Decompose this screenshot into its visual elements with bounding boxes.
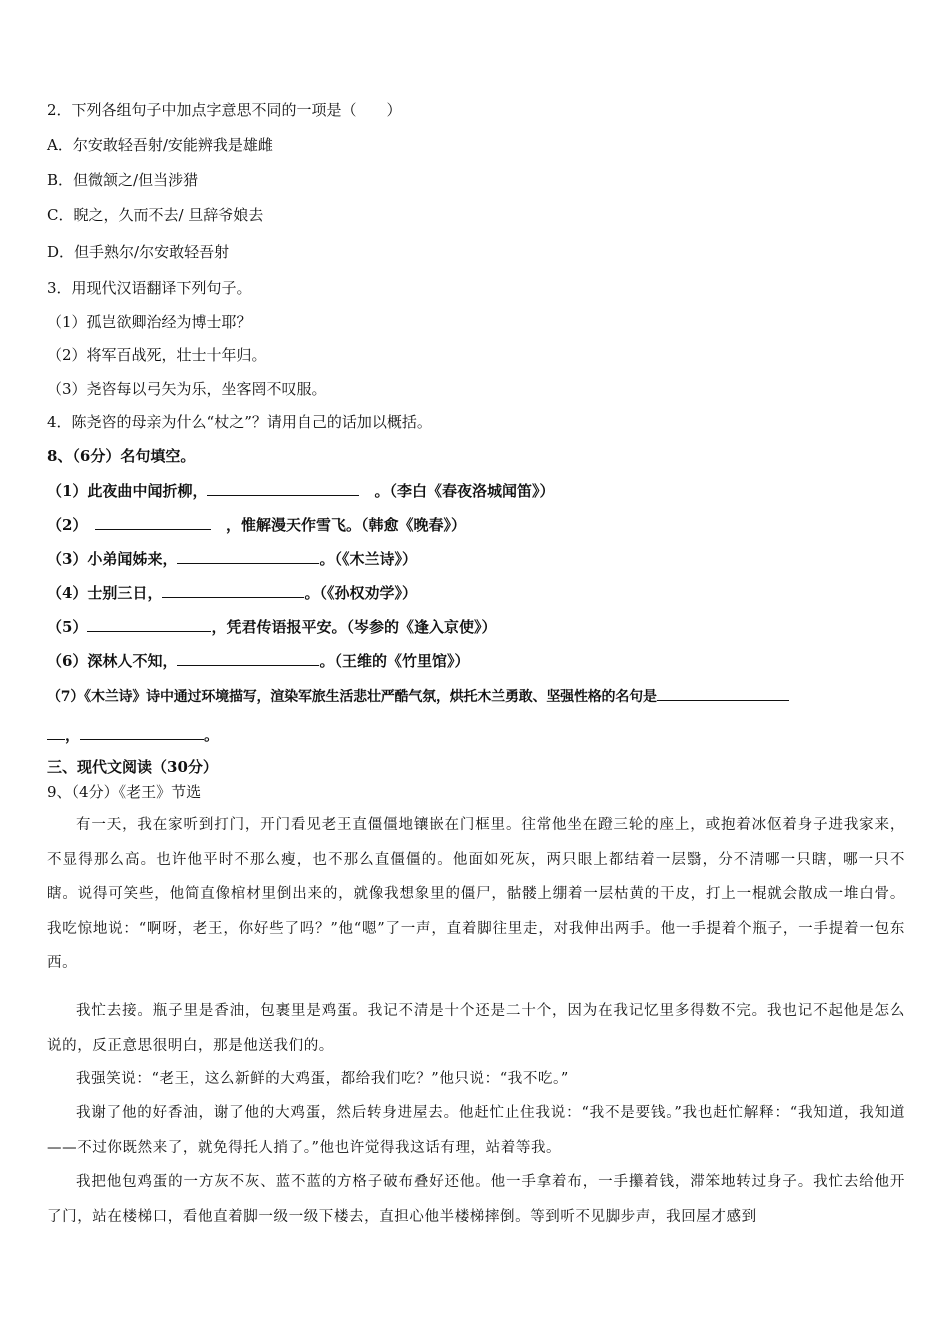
q8-item-1-pre: （1）此夜曲中闻折柳，	[47, 482, 208, 500]
q4-stem: 4．陈尧咨的母亲为什么“杖之”？请用自己的话加以概括。	[47, 413, 432, 431]
q8-item-2	[47, 514, 466, 535]
passage-paragraph-3: 我强笑说：“老王，这么新鲜的大鸡蛋，都给我们吃？”他只说：“我不吃。”	[76, 1071, 569, 1087]
section-3-title: 三、现代文阅读（30分）	[47, 758, 218, 776]
q8-item-4-blank[interactable]	[162, 582, 304, 598]
q8-item-7-line-1	[47, 685, 789, 707]
q3-item-1: （1）孤岂欲卿治经为博士耶？	[47, 313, 252, 331]
q8-item-2-blank[interactable]	[95, 514, 211, 530]
q8-item-7-blank-2[interactable]	[80, 724, 204, 740]
q8-item-3-post: 。（《木兰诗》）	[319, 550, 417, 568]
passage-paragraph-4: 我谢了他的好香油，谢了他的大鸡蛋，然后转身进屋去。他赶忙止住我说：“我不是要钱。”我也赶忙解释：“我知道，我知道——不过你既然来了，就免得托人捎了。”他也许觉得我这话有理，站着等我。	[47, 1105, 905, 1156]
q8-item-6-pre: （6）深林人不知，	[47, 652, 178, 670]
q8-title: 8、（6分）名句填空。	[47, 447, 196, 465]
q2-option-d: D．但手熟尔/尔安敢轻吾射	[47, 243, 230, 261]
q8-item-3-blank[interactable]	[177, 548, 319, 564]
q8-item-3	[47, 548, 417, 569]
q9-title: 9、（4分）《老王》节选	[47, 783, 202, 801]
q3-stem: 3．用现代汉语翻译下列句子。	[47, 279, 252, 297]
q8-item-6	[47, 650, 469, 671]
q8-item-7-mid: ，	[65, 726, 81, 744]
q8-item-5-pre: （5）	[47, 618, 88, 636]
q3-item-3: （3）尧咨每以弓矢为乐，坐客罔不叹服。	[47, 380, 327, 398]
passage-paragraph-2: 我忙去接。瓶子里是香油，包裹里是鸡蛋。我记不清是十个还是二十个，因为在我记忆里多得数不完。我也记不起他是怎么说的，反正意思很明白，那是他送我们的。	[47, 1003, 905, 1054]
q2-stem: 2．下列各组句子中加点字意思不同的一项是（ ）	[47, 101, 402, 119]
q8-item-4-pre: （4）士别三日，	[47, 584, 163, 602]
q8-item-2-pre: （2）	[47, 516, 95, 534]
q2-option-c: C．睨之，久而不去/ 旦辞爷娘去	[47, 206, 264, 224]
q8-item-5-post: ，凭君传语报平安。（岑参的《逢入京使》）	[211, 618, 497, 636]
q8-item-6-blank[interactable]	[177, 650, 319, 666]
q8-item-1-post: 。（李白《春夜洛城闻笛》）	[359, 482, 555, 500]
passage-paragraph-1: 有一天，我在家听到打门，开门看见老王直僵僵地镶嵌在门框里。往常他坐在蹬三轮的座上，或抱着冰伛着身子进我家来，不显得那么高。也许他平时不那么瘦，也不那么直僵僵的。他面如死灰，两只眼上都结着一层翳，分不清哪一只瞎，哪一只不瞎。说得可笑些，他简直像棺材里倒出来的，就像我想象里的僵尸，骷髅上绷着一层枯黄的干皮，打上一棍就会散成一堆白骨。我吃惊地说：“啊呀，老王，你好些了吗？”他“嗯”了一声，直着脚往里走，对我伸出两手。他一手提着个瓶子，一手提着一包东西。	[47, 817, 905, 971]
q8-item-1-blank[interactable]	[207, 480, 359, 496]
q8-item-4-post: 。（《孙权劝学》）	[304, 584, 417, 602]
q8-item-5-blank[interactable]	[87, 616, 211, 632]
q8-item-7-line-2	[47, 724, 219, 745]
q8-item-7-blank-1[interactable]	[657, 685, 789, 701]
q8-item-7-blank-1-cont[interactable]	[47, 724, 65, 740]
q8-item-7-post: 。	[204, 726, 220, 744]
q2-option-a: A．尔安敢轻吾射/安能辨我是雄雌	[47, 136, 273, 154]
q8-item-5	[47, 616, 496, 637]
q3-item-2: （2）将军百战死，壮士十年归。	[47, 346, 267, 364]
q8-item-7-pre: （7）《木兰诗》诗中通过环境描写，渲染军旅生活悲壮严酷气氛，烘托木兰勇敢、坚强性格的名句是	[47, 689, 657, 705]
q8-item-1	[47, 480, 554, 501]
q8-item-6-post: 。（王维的《竹里馆》）	[319, 652, 470, 670]
q8-item-4	[47, 582, 417, 603]
q8-item-2-post: ，惟解漫天作雪飞。（韩愈《晚春》）	[210, 516, 466, 534]
q8-item-3-pre: （3）小弟闻姊来，	[47, 550, 178, 568]
q2-option-b: B．但微颔之/但当涉猎	[47, 171, 199, 189]
passage-paragraph-5: 我把他包鸡蛋的一方灰不灰、蓝不蓝的方格子破布叠好还他。他一手拿着布，一手攥着钱，滞笨地转过身子。我忙去给他开了门，站在楼梯口，看他直着脚一级一级下楼去，直担心他半楼梯摔倒。等到听不见脚步声，我回屋才感到	[47, 1174, 905, 1225]
